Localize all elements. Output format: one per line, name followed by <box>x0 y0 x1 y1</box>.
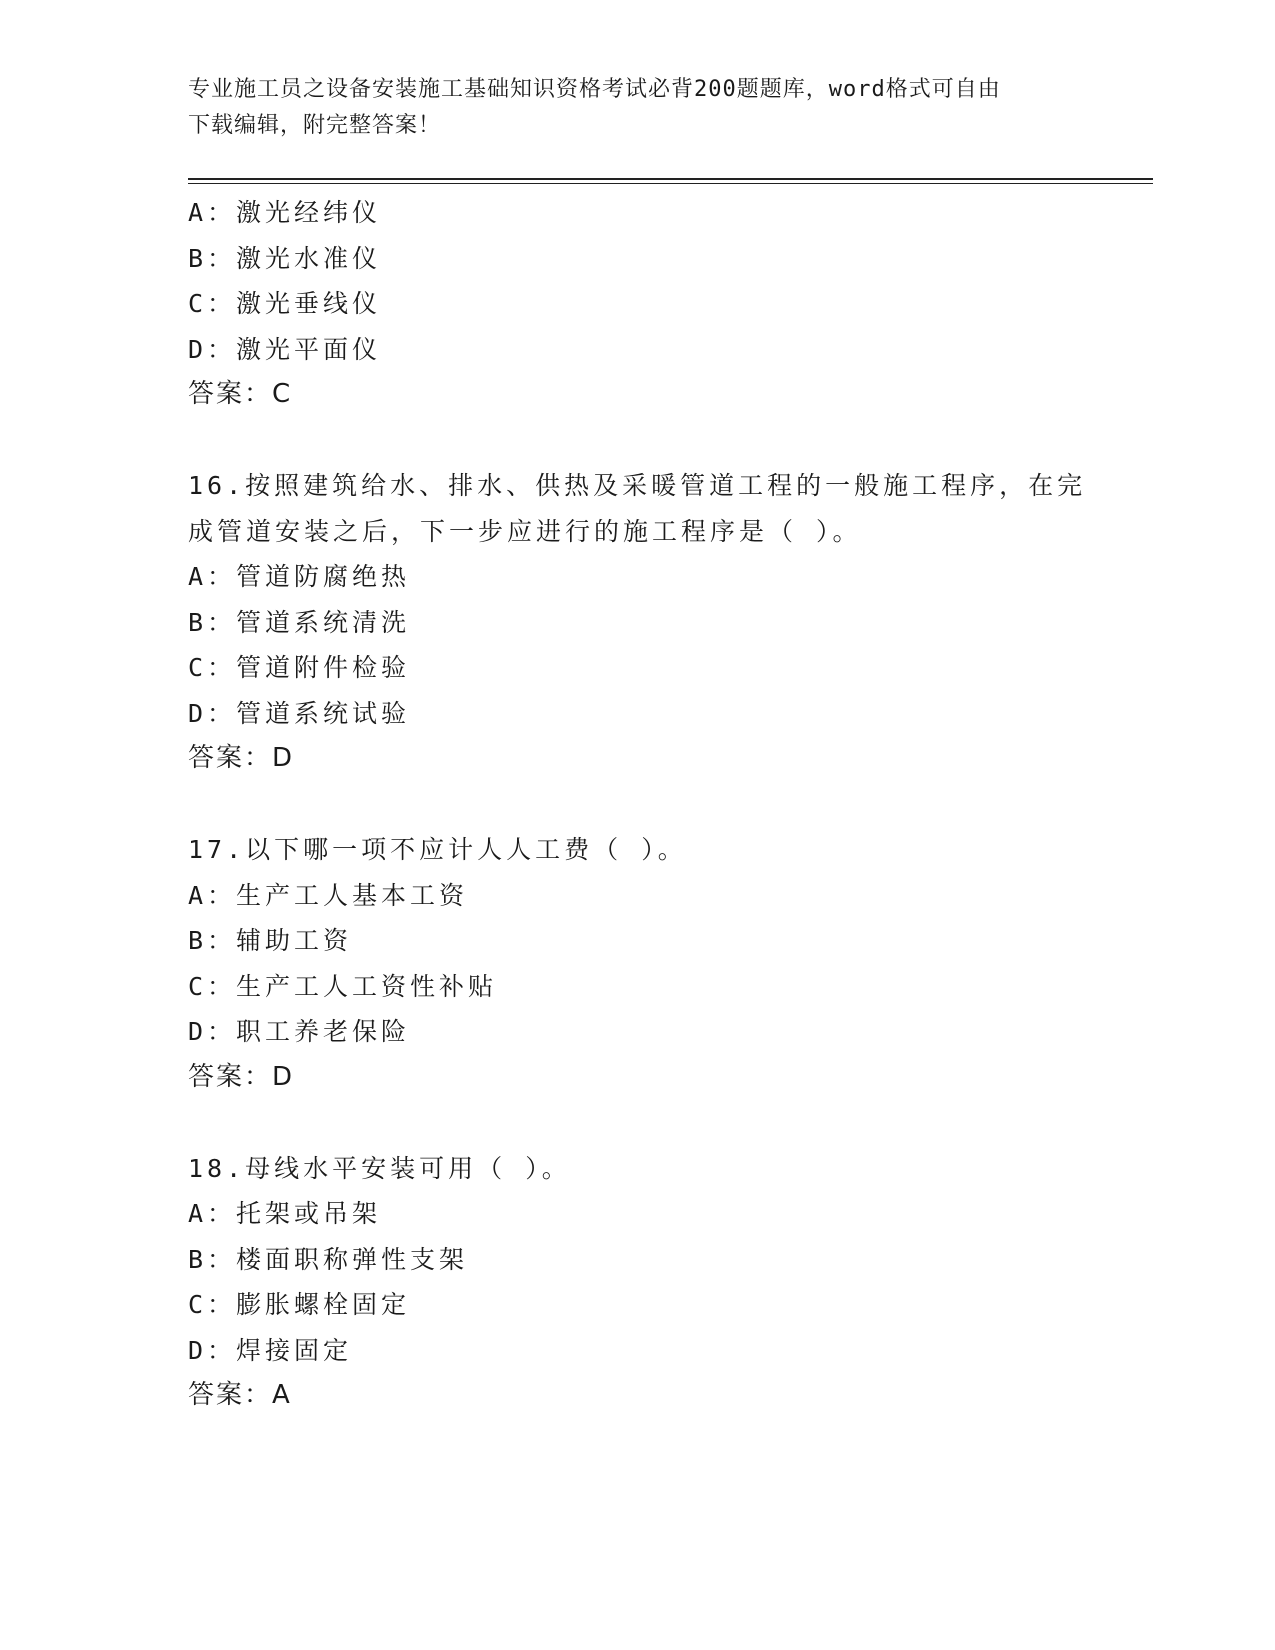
option-c: C：激光垂线仪 <box>188 289 382 318</box>
option-a: A：管道防腐绝热 <box>188 562 411 591</box>
document-header <box>188 72 1068 144</box>
option-a: A：托架或吊架 <box>188 1199 382 1228</box>
question-16-text-line-1: 16.按照建筑给水、排水、供热及采暖管道工程的一般施工程序，在完 <box>188 471 1087 500</box>
option-d: D：激光平面仪 <box>188 334 382 364</box>
option-b: B：楼面职称弹性支架 <box>188 1244 469 1274</box>
question-17-text: 17.以下哪一项不应计人人工费（ ）。 <box>188 835 687 864</box>
question-18 <box>188 1146 1088 1419</box>
option-b: B：激光水准仪 <box>188 243 382 273</box>
header-divider-thick <box>188 178 1153 180</box>
question-18-text: 18.母线水平安装可用（ ）。 <box>188 1153 571 1183</box>
option-c: C：膨胀螺栓固定 <box>188 1290 411 1319</box>
question-17 <box>188 827 1088 1100</box>
option-d: D：管道系统试验 <box>188 698 411 728</box>
question-list <box>188 190 1088 1419</box>
spacer <box>188 1100 1088 1146</box>
option-b: B：辅助工资 <box>188 926 353 955</box>
question-15-options <box>188 190 1088 418</box>
option-d: D：焊接固定 <box>188 1335 353 1365</box>
header-line-1: 专业施工员之设备安装施工基础知识资格考试必背200题题库，word格式可自由 <box>188 77 1001 102</box>
option-a: A：激光经纬仪 <box>188 198 382 227</box>
spacer <box>188 418 1088 464</box>
answer-16: 答案：D <box>188 743 295 773</box>
answer-15: 答案：C <box>188 379 293 409</box>
option-b: B：管道系统清洗 <box>188 607 411 637</box>
option-c: C：管道附件检验 <box>188 653 411 682</box>
option-a: A：生产工人基本工资 <box>188 880 469 910</box>
question-16-text-line-2: 成管道安装之后，下一步应进行的施工程序是（ ）。 <box>188 516 862 546</box>
option-d: D：职工养老保险 <box>188 1017 411 1046</box>
header-divider-thin <box>188 183 1153 184</box>
option-c: C：生产工人工资性补贴 <box>188 971 498 1001</box>
header-line-2: 下载编辑，附完整答案！ <box>188 113 442 138</box>
answer-18: 答案：A <box>188 1380 292 1410</box>
question-16 <box>188 463 1088 782</box>
answer-17: 答案：D <box>188 1061 295 1092</box>
spacer <box>188 782 1088 828</box>
